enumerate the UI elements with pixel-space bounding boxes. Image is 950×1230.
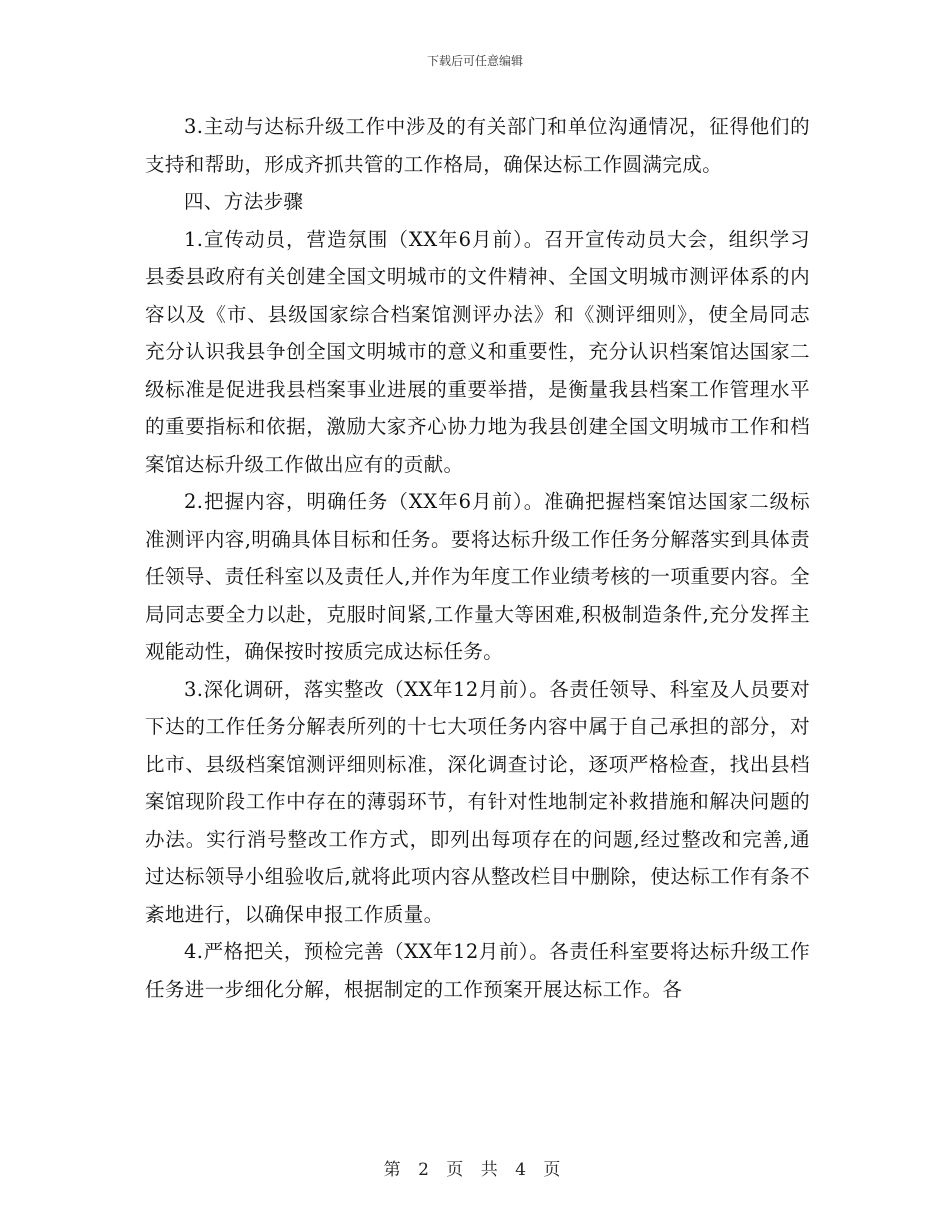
paragraph-step-4: 4.严格把关，预检完善（XX年12月前）。各责任科室要将达标升级工作任务进一步细化分解，根据制定的工作预案开展达标工作。各 [145,940,810,1001]
page-header-note: 下载后可任意编辑 [426,54,523,68]
section-heading-methods: 四、方法步骤 [184,190,304,213]
page-number: 第 2 页 共 4 页 [383,1160,567,1180]
paragraph-step-2: 2.把握内容，明确任务（XX年6月前）。准确把握档案馆达国家二级标准测评内容,明确具体目标和任务。要将达标升级工作任务分解落实到具体责任领导、责任科室以及责任人,并作为年度工作业绩考核的一项重要内容。全局同志要全力以赴，克服时间紧,工作量大等困难,积极制造条件,充分发挥主观能动性，确保按时按质完成达标任务。 [145,490,810,663]
paragraph-step-1: 1.宣传动员，营造氛围（XX年6月前）。召开宣传动员大会，组织学习县委县政府有关创建全国文明城市的文件精神、全国文明城市测评体系的内容以及《市、县级国家综合档案馆测评办法》和《测评细则》，使全局同志充分认识我县争创全国文明城市的意义和重要性，充分认识档案馆达国家二级标准是促进我县档案事业进展的重要举措，是衡量我县档案工作管理水平的重要指标和依据，激励大家齐心协力地为我县创建全国文明城市工作和档案馆达标升级工作做出应有的贡献。 [145,227,810,476]
paragraph-item-3: 3.主动与达标升级工作中涉及的有关部门和单位沟通情况，征得他们的支持和帮助，形成齐抓共管的工作格局，确保达标工作圆满完成。 [145,115,810,176]
document-body [145,108,810,1008]
paragraph-step-3: 3.深化调研，落实整改（XX年12月前）。各责任领导、科室及人员要对下达的工作任务分解表所列的十七大项任务内容中属于自己承担的部分，对比市、县级档案馆测评细则标准，深化调查讨论，逐项严格检查，找出县档案馆现阶段工作中存在的薄弱环节，有针对性地制定补救措施和解决问题的办法。实行消号整改工作方式，即列出每项存在的问题,经过整改和完善,通过达标领导小组验收后,就将此项内容从整改栏目中删除，使达标工作有条不紊地进行，以确保申报工作质量。 [145,677,810,926]
